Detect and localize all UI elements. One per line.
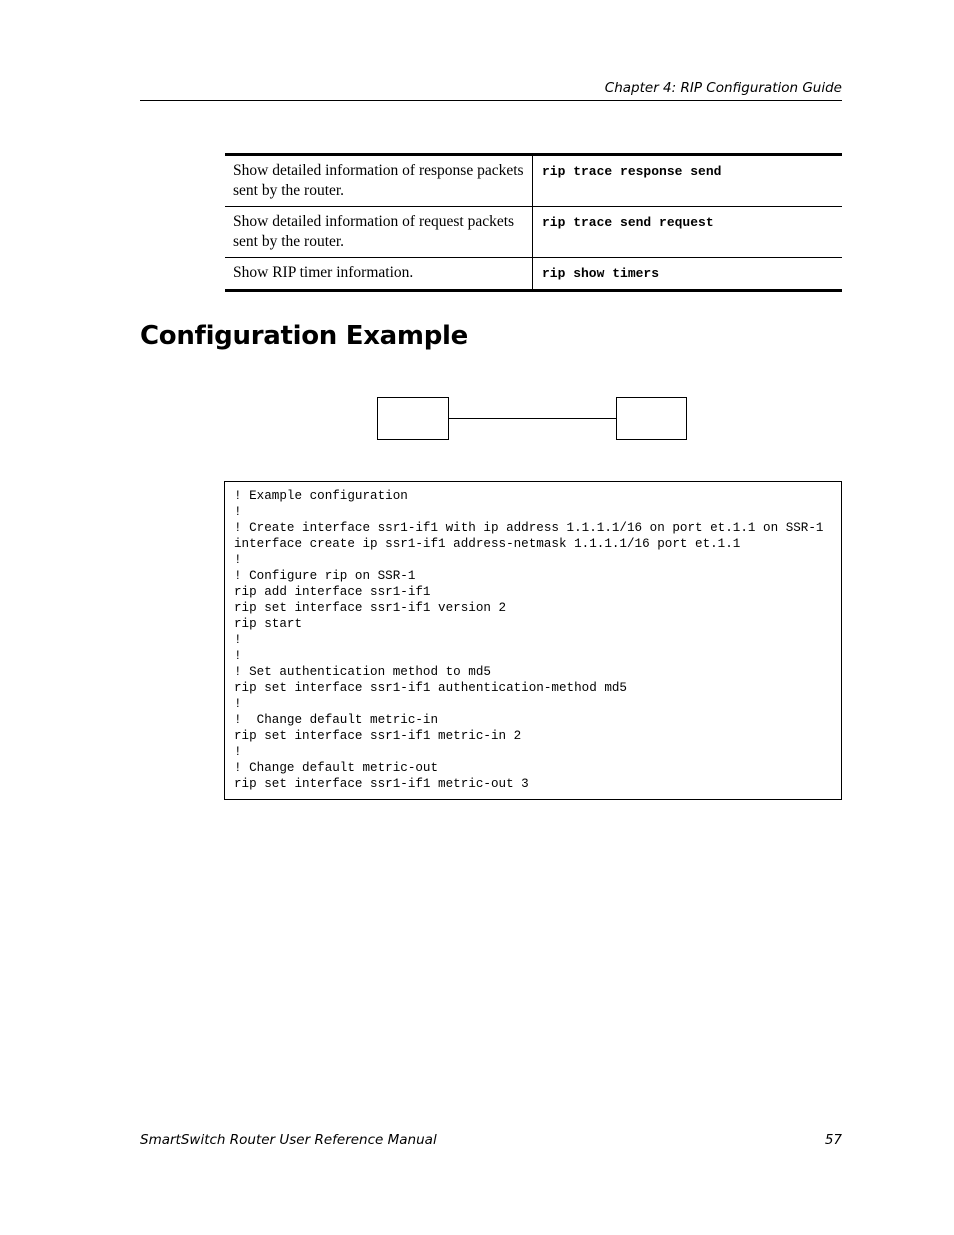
- code-line: ! Change default metric-in: [234, 713, 439, 727]
- code-line: ! Change default metric-out: [234, 761, 439, 775]
- code-line: ! Configure rip on SSR-1: [234, 569, 416, 583]
- table-row: [225, 257, 842, 289]
- code-line: !: [234, 633, 242, 647]
- code-line: !: [234, 505, 242, 519]
- command-description: Show detailed information of request packets sent by the router.: [225, 207, 533, 257]
- table-row: [225, 156, 842, 206]
- section-heading: Configuration Example: [140, 321, 468, 351]
- code-line: ! Set authentication method to md5: [234, 665, 491, 679]
- code-line: rip start: [234, 617, 303, 631]
- code-line: rip set interface ssr1-if1 version 2: [234, 601, 507, 615]
- code-line: ! Create interface ssr1-if1 with ip address 1.1.1.1/16 on port et.1.1 on SSR-1: [234, 521, 824, 535]
- command-syntax: rip trace send request: [542, 215, 714, 230]
- code-line: !: [234, 649, 242, 663]
- network-link: [449, 418, 616, 419]
- header-divider: [140, 100, 842, 101]
- table-row: [225, 206, 842, 257]
- code-line: interface create ip ssr1-if1 address-netmask 1.1.1.1/16 port et.1.1: [234, 537, 741, 551]
- code-line: rip set interface ssr1-if1 metric-out 3: [234, 777, 529, 791]
- code-line: !: [234, 697, 242, 711]
- config-code-block: [224, 481, 842, 800]
- code-line: ! Example configuration: [234, 489, 408, 503]
- command-syntax: rip trace response send: [542, 164, 722, 179]
- footer-manual-title: SmartSwitch Router User Reference Manual: [140, 1132, 437, 1148]
- command-description: Show detailed information of response packets sent by the router.: [225, 156, 533, 206]
- command-syntax: rip show timers: [542, 266, 660, 281]
- code-line: rip add interface ssr1-if1: [234, 585, 431, 599]
- code-line: !: [234, 745, 242, 759]
- code-line: !: [234, 553, 242, 567]
- command-description: Show RIP timer information.: [225, 258, 533, 289]
- code-line: rip set interface ssr1-if1 authentication-method md5: [234, 681, 627, 695]
- page-number: 57: [824, 1132, 842, 1148]
- running-header: Chapter 4: RIP Configuration Guide: [604, 80, 842, 96]
- code-line: rip set interface ssr1-if1 metric-in 2: [234, 729, 522, 743]
- router-box-right: [616, 397, 687, 440]
- router-box-left: [377, 397, 449, 440]
- command-table: [225, 153, 842, 292]
